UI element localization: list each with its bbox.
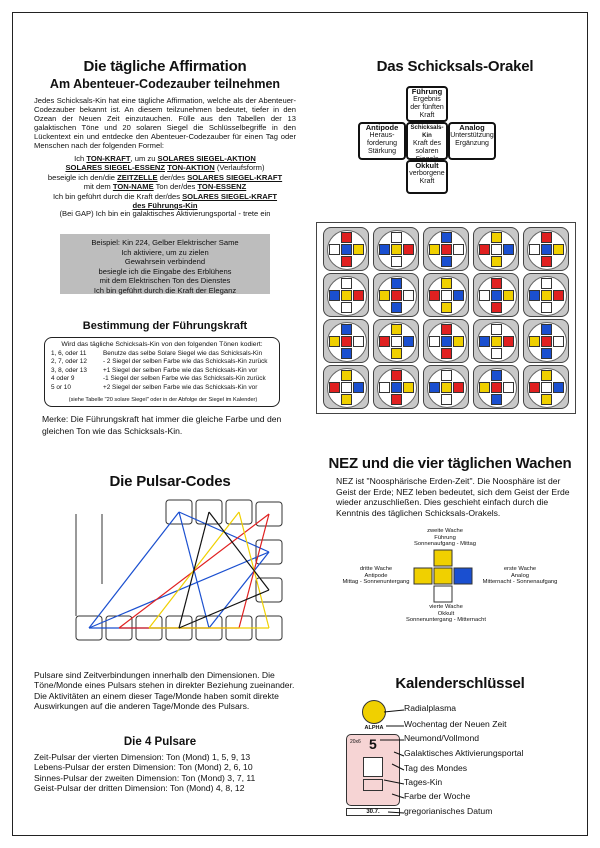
oracle-glyph-icon	[341, 302, 352, 313]
guide-rule: Benutze das selbe Solare Siegel wie das Schicksals-Kin	[103, 350, 263, 357]
watch-right-2: Analog	[510, 572, 530, 579]
oracle-cell	[373, 365, 419, 409]
formula-line	[30, 192, 300, 201]
oracle-glyph-icon	[341, 244, 352, 255]
oracle-cell	[473, 365, 519, 409]
watch-top-1: zweite Wache	[427, 528, 463, 534]
oracle-glyph-icon	[491, 336, 502, 347]
key-label: Farbe der Woche	[404, 791, 471, 801]
affirmation-title: Die tägliche Affirmation	[83, 58, 247, 75]
oracle-glyph-icon	[341, 394, 352, 405]
oracle-cell	[473, 227, 519, 271]
oracle-glyph-icon	[329, 244, 340, 255]
oracle-cell	[373, 227, 419, 271]
oracle-analog-box	[448, 122, 496, 160]
oracle-glyph-icon	[329, 336, 340, 347]
key-title: Kalenderschlüssel	[395, 675, 525, 692]
watch-left-glyph	[414, 568, 432, 584]
formula-key: TON-NAME	[112, 182, 154, 192]
oracle-glyph-icon	[341, 232, 352, 243]
oracle-glyph-icon	[453, 290, 464, 301]
oracle-glyph-icon	[541, 232, 552, 243]
oracle-glyph-icon	[403, 382, 414, 393]
oracle-glyph-icon	[391, 244, 402, 255]
oracle-glyph-icon	[441, 324, 452, 335]
oracle-cell	[373, 319, 419, 363]
oracle-glyph-icon	[529, 336, 540, 347]
guide-rows	[51, 350, 277, 392]
watch-left-2: Antipode	[364, 572, 388, 579]
pulsar-item: Sinnes-Pulsar der zweiten Dimension: Ton (Mond) 3, 7, 11	[34, 772, 256, 783]
oracle-glyph-icon	[391, 278, 402, 289]
oracle-glyph-icon	[541, 370, 552, 381]
oracle-glyph-icon	[403, 336, 414, 347]
example-line: Ich bin geführt durch die Kraft der Eleganz	[93, 285, 237, 295]
oracle-glyph-icon	[541, 336, 552, 347]
oracle-glyph-icon	[429, 290, 440, 301]
oracle-guide-box	[406, 86, 448, 122]
oracle-glyph-icon	[491, 394, 502, 405]
formula-line	[30, 163, 300, 172]
oracle-glyph-icon	[491, 244, 502, 255]
oracle-cell	[473, 319, 519, 363]
oracle-glyph-icon	[391, 336, 402, 347]
oracle-antipode-head: Antipode	[365, 123, 399, 132]
oracle-glyph-icon	[541, 394, 552, 405]
watch-left	[336, 566, 416, 586]
example-line: besiegle ich die Eingabe des Erblühens	[98, 266, 232, 276]
formula-line	[30, 173, 300, 182]
pulsar-frame	[76, 514, 102, 616]
oracle-cell	[323, 319, 369, 363]
oracle-glyph-icon	[479, 382, 490, 393]
kin-label: 20x6	[350, 739, 361, 745]
oracle-glyph-icon	[341, 324, 352, 335]
oracle-glyph-icon	[391, 232, 402, 243]
oracle-glyph-icon	[503, 382, 514, 393]
key-label: Tag des Mondes	[404, 763, 468, 773]
guide-row	[51, 350, 277, 358]
alpha-label: ALPHA	[364, 725, 384, 731]
gregorian-date: 30.7.	[346, 808, 400, 816]
affirmation-subtitle: Am Abenteuer-Codezauber teilnehmen	[49, 77, 281, 91]
oracle-glyph-icon	[403, 290, 414, 301]
oracle-glyph-icon	[379, 382, 390, 393]
pulsar-diagram	[70, 494, 290, 646]
watch-left-1: dritte Wache	[359, 566, 393, 572]
oracle-glyph-icon	[491, 232, 502, 243]
oracle-glyph-icon	[479, 290, 490, 301]
pointer-line	[384, 710, 404, 712]
oracle-glyph-icon	[379, 290, 390, 301]
pulsar-item: Lebens-Pulsar der ersten Dimension: Ton (Mond) 2, 6, 10	[34, 762, 253, 773]
oracle-glyph-icon	[341, 278, 352, 289]
formula-text: Ich bin geführt durch die Kraft der/des	[52, 191, 183, 201]
oracle-glyph-icon	[529, 290, 540, 301]
oracle-glyph-icon	[541, 256, 552, 267]
oracle-glyph-icon	[441, 232, 452, 243]
oracle-cell	[523, 273, 569, 317]
oracle-cell	[323, 227, 369, 271]
watch-left-3: Mittag - Sonnenuntergang	[342, 579, 410, 586]
guide-rule: +1 Siegel der selben Farbe wie das Schicksals-Kin vor	[103, 366, 258, 374]
key-label: Galaktisches Aktivierungsportal	[404, 748, 524, 758]
example-line: Ich aktiviere, um zu zielen	[121, 247, 209, 257]
oracle-glyph-icon	[379, 244, 390, 255]
affirmation-formula	[30, 154, 300, 210]
watch-top-3: Sonnenaufgang - Mittag	[414, 541, 476, 548]
guide-row	[51, 367, 277, 375]
oracle-glyph-icon	[341, 256, 352, 267]
oracle-title: Das Schicksals-Orakel	[376, 58, 534, 75]
oracle-glyph-icon	[491, 278, 502, 289]
oracle-glyph-icon	[429, 336, 440, 347]
oracle-glyph-icon	[429, 244, 440, 255]
guide-tones: 2, 7, oder 12	[51, 358, 87, 366]
watch-center-glyph	[434, 568, 452, 584]
oracle-glyph-icon	[441, 256, 452, 267]
guide-row	[51, 384, 277, 392]
pointer-line	[394, 752, 404, 756]
formula-key: TON-AKTION	[167, 163, 215, 173]
watch-top	[400, 528, 490, 548]
oracle-analog-text: Unterstützung Ergänzung	[450, 132, 494, 147]
oracle-antipode-text: Heraus-forderung Stärkung	[367, 132, 397, 155]
guide-table	[44, 337, 280, 407]
oracle-glyph-icon	[491, 348, 502, 359]
oracle-glyph-icon	[553, 290, 564, 301]
oracle-glyph-icon	[341, 382, 352, 393]
oracle-occult-box	[406, 160, 448, 194]
guide-tones: 4 oder 9	[51, 375, 75, 383]
formula-key: ZEITZELLE	[117, 172, 158, 182]
oracle-glyph-icon	[391, 324, 402, 335]
guide-rule: - 2 Siegel der selben Farbe wie das Schicksals-Kin zurück	[103, 358, 268, 366]
oracle-glyph-icon	[503, 290, 514, 301]
oracle-glyph-icon	[403, 244, 414, 255]
oracle-glyph-icon	[391, 290, 402, 301]
formula-text: Ton der/des	[153, 182, 198, 192]
nez-desc: NEZ ist "Noosphärische Erden-Zeit". Die Noosphäre ist der Geist der Erde; NEZ leben bedeutet, sich dem Geist der Erde wieder anzuschließen. Dies geschieht einfach durch die Kenntnis des täglichen Schicksals-Orakels.	[336, 476, 570, 518]
guide-tones: 5 or 10	[51, 383, 71, 391]
oracle-glyph-icon	[541, 324, 552, 335]
guide-tones: 1, 6, oder 11	[51, 350, 87, 357]
example-line: mit dem Elektrischen Ton des Dienstes	[99, 276, 231, 286]
oracle-glyph-icon	[353, 244, 364, 255]
gap-line: (Bei GAP) Ich bin ein galaktisches Aktivierungsportal - trete ein	[59, 209, 271, 218]
oracle-glyph-icon	[341, 290, 352, 301]
key-label: Radialplasma	[404, 703, 457, 713]
oracle-cell	[523, 319, 569, 363]
watch-bottom-3: Sonnenuntergang - Mitternacht	[406, 617, 486, 624]
oracle-cell	[423, 273, 469, 317]
oracle-guide-text: Ergebnis der fünften Kraft	[410, 96, 444, 119]
oracle-glyph-icon	[391, 302, 402, 313]
oracle-glyph-icon	[441, 394, 452, 405]
oracle-glyph-icon	[541, 348, 552, 359]
oracle-cell	[323, 273, 369, 317]
oracle-cell	[523, 365, 569, 409]
oracle-destiny-head: Schicksals-Kin	[410, 125, 444, 139]
oracle-glyph-icon	[491, 256, 502, 267]
oracle-glyph-icon	[503, 336, 514, 347]
formula-key: SOLARES SIEGEL-ESSENZ	[65, 163, 166, 173]
oracle-glyph-icon	[441, 290, 452, 301]
key-label: gregorianisches Datum	[404, 806, 493, 816]
watch-bottom-glyph	[434, 586, 452, 602]
oracle-glyph-icon	[529, 244, 540, 255]
oracle-cell	[523, 227, 569, 271]
oracle-glyph-icon	[441, 370, 452, 381]
oracle-glyph-icon	[453, 244, 464, 255]
pulsar-list-title: Die 4 Pulsare	[123, 736, 197, 748]
oracle-glyph-icon	[441, 302, 452, 313]
guide-row	[51, 358, 277, 366]
oracle-glyph-icon	[353, 336, 364, 347]
oracle-glyph-icon	[441, 348, 452, 359]
oracle-glyph-icon	[391, 382, 402, 393]
oracle-glyph-icon	[541, 278, 552, 289]
oracle-glyph-icon	[529, 382, 540, 393]
oracle-glyph-icon	[491, 324, 502, 335]
oracle-glyph-icon	[391, 394, 402, 405]
formula-line	[30, 182, 300, 191]
guide-note: Merke: Die Führungskraft hat immer die gleiche Farbe und den gleichen Ton wie das Schicksals-Kin.	[42, 414, 282, 436]
oracle-glyph-icon	[341, 370, 352, 381]
key-pointer-lines	[380, 700, 410, 820]
formula-key: TON-ESSENZ	[197, 182, 247, 192]
formula-text: (Verlaufsform)	[214, 163, 265, 173]
oracle-glyph-icon	[391, 370, 402, 381]
formula-text: der/des	[157, 172, 188, 182]
oracle-occult-head: Okkult	[415, 161, 439, 170]
formula-key: des Führungs-Kin	[132, 201, 198, 211]
pulsar-title: Die Pulsar-Codes	[109, 473, 231, 490]
pointer-line	[384, 780, 404, 784]
oracle-glyph-icon	[341, 336, 352, 347]
affirmation-intro: Jedes Schicksals-Kin hat eine tägliche Affirmation, welche als der Abenteuer-Codezauber bekannt ist. An diesem teilzunehmen bedeutet, tiefer in den Ozean der Neuen Zeit einzutauchen. Fülle aus den Tabellen der 13 galaktischen Töne und 20 solaren Siegel die Schlüsselbegriffe in den Lückentext ein und entdecke den Abenteuer-Codezauber für einen Tag oder Menschen nach der folgenden Formel:	[34, 96, 296, 150]
oracle-glyph-icon	[329, 382, 340, 393]
watch-right-glyph	[454, 568, 472, 584]
pulsar-item: Geist-Pulsar der dritten Dimension: Ton (Mond) 4, 8, 12	[34, 783, 245, 794]
oracle-glyph-icon	[491, 382, 502, 393]
pulsar-list	[34, 752, 296, 794]
oracle-cell	[473, 273, 519, 317]
oracle-glyph-icon	[491, 302, 502, 313]
formula-text: beseigle ich den/die	[47, 172, 118, 182]
formula-text: Ich	[74, 154, 87, 163]
oracle-glyph-icon	[491, 370, 502, 381]
example-line: Gewahrsein verbindend	[124, 257, 206, 267]
oracle-glyph-icon	[441, 278, 452, 289]
guide-title: Bestimmung der Führungskraft	[82, 320, 248, 332]
oracle-glyph-icon	[353, 290, 364, 301]
key-label: Neumond/Vollmond	[404, 733, 480, 743]
oracle-cell	[423, 319, 469, 363]
oracle-destiny-box	[406, 122, 448, 160]
watch-right	[466, 566, 574, 586]
nez-title: NEZ und die vier täglichen Wachen	[328, 455, 572, 472]
oracle-glyph-icon	[391, 348, 402, 359]
oracle-glyph-icon	[441, 382, 452, 393]
oracle-cell	[423, 227, 469, 271]
watch-top-2: Führung	[434, 534, 456, 541]
pointer-line	[392, 794, 404, 798]
oracle-glyph-icon	[541, 302, 552, 313]
oracle-glyph-icon	[553, 244, 564, 255]
oracle-glyph-icon	[541, 382, 552, 393]
formula-line	[30, 154, 300, 163]
oracle-glyph-icon	[453, 336, 464, 347]
oracle-glyph-icon	[391, 256, 402, 267]
formula-text: mit dem	[83, 182, 113, 192]
pulsar-item: Zeit-Pulsar der vierten Dimension: Ton (Mond) 1, 5, 9, 13	[34, 752, 251, 762]
oracle-glyph-icon	[541, 244, 552, 255]
oracle-cell	[373, 273, 419, 317]
oracle-destiny-text: Kraft des solaren	[412, 140, 441, 155]
example-box	[60, 234, 270, 294]
watch-bottom-2: Okkult	[437, 610, 455, 617]
pulsar-desc: Pulsare sind Zeitverbindungen innerhalb den Dimensionen. Die Töne/Monde eines Pulsars stehen in direkter Beziehung zueinander. Die Aktivitäten an einem dieser Tage/Monde haben somit direkte Auswirkungen auf die anderen Tage/Monde des Pulsars.	[34, 670, 295, 712]
guide-footnote: (siehe Tabelle "20 solare Siegel" oder in der Abfolge der Siegel im Kalender)	[68, 397, 258, 403]
pointer-line	[388, 812, 404, 813]
oracle-glyph-icon	[553, 382, 564, 393]
watch-right-1: erste Wache	[503, 566, 537, 572]
guide-header: Wird das tägliche Schicksals-Kin von den folgenden Tönen kodiert:	[61, 341, 263, 348]
watch-bottom-1: vierte Wache	[429, 604, 463, 610]
oracle-grid	[316, 222, 576, 414]
formula-key: SOLARES SIEGEL-KRAFT	[187, 172, 283, 182]
key-label: Tages-Kin	[404, 777, 443, 787]
oracle-antipode-box	[358, 122, 406, 160]
key-label: Wochentag der Neuen Zeit	[404, 719, 507, 729]
oracle-glyph-icon	[429, 382, 440, 393]
formula-key: SOLARES SIEGEL-AKTION	[157, 154, 256, 163]
oracle-glyph-icon	[491, 290, 502, 301]
oracle-glyph-icon	[329, 290, 340, 301]
oracle-glyph-icon	[479, 244, 490, 255]
formula-text: , um zu	[130, 154, 158, 163]
example-line: Beispiel: Kin 224, Gelber Elektrischer Same	[91, 238, 239, 247]
tone-number: 5	[369, 736, 377, 752]
formula-key: SOLARES SIEGEL-KRAFT	[182, 191, 278, 201]
watch-cross	[412, 548, 476, 604]
oracle-cell	[323, 365, 369, 409]
oracle-glyph-icon	[541, 290, 552, 301]
oracle-glyph-icon	[553, 336, 564, 347]
oracle-glyph-icon	[503, 244, 514, 255]
oracle-occult-text: verborgene Kraft	[409, 170, 445, 185]
guide-rule: -1 Siegel der selben Farbe wie das Schicksals-Kin zurück	[103, 375, 266, 383]
guide-rule: +2 Siegel der selben Farbe wie das Schicksals-Kin vor	[103, 383, 258, 391]
oracle-glyph-icon	[341, 348, 352, 359]
formula-key: TON-KRAFT	[86, 154, 131, 163]
oracle-glyph-icon	[353, 382, 364, 393]
guide-row	[51, 375, 277, 383]
watch-bottom	[396, 604, 496, 624]
oracle-guide-head: Führung	[411, 87, 443, 96]
oracle-analog-head: Analog	[459, 123, 485, 132]
oracle-glyph-icon	[441, 244, 452, 255]
watch-right-3: Mitternacht - Sonnenaufgang	[482, 579, 558, 586]
watch-top-glyph	[434, 550, 452, 566]
oracle-cell	[423, 365, 469, 409]
oracle-glyph-icon	[441, 336, 452, 347]
oracle-glyph-icon	[453, 382, 464, 393]
guide-tones: 3, 8, oder 13	[51, 366, 87, 374]
pointer-line	[392, 764, 404, 770]
oracle-glyph-icon	[479, 336, 490, 347]
oracle-glyph-icon	[379, 336, 390, 347]
